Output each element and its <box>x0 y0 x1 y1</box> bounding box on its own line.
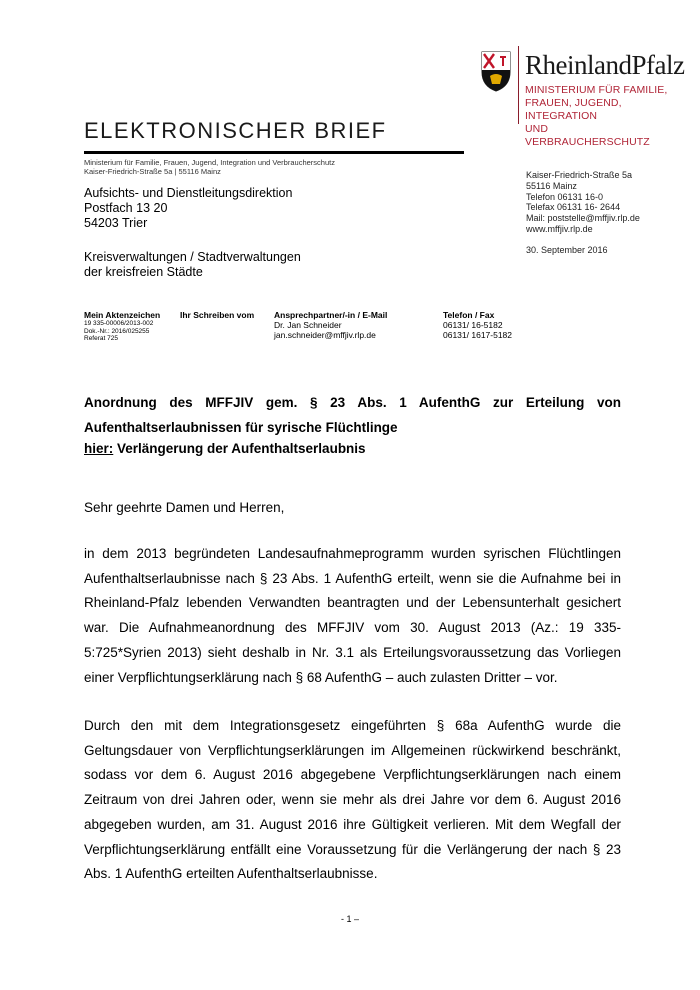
document-type-title: ELEKTRONISCHER BRIEF <box>84 118 387 143</box>
ref-aktenzeichen-label: Mein Aktenzeichen <box>84 310 161 320</box>
subject-hier-line <box>84 441 366 456</box>
contact-phone: Telefon 06131 16-0 <box>526 191 604 202</box>
ref-ansprechpartner <box>274 310 387 340</box>
ref-doc-number: Dok.-Nr.: 2016/025255 <box>84 327 150 335</box>
sender-address-line: Ministerium für Familie, Frauen, Jugend, Integration und Verbraucherschutz Kaiser-Friedrich-Straße 5a | 55116 Mainz <box>84 158 335 176</box>
recipient-group-line: Kreisverwaltungen / Stadtverwaltungen <box>84 250 301 264</box>
letter-subject: Anordnung des MFFJIV gem. § 23 Abs. 1 AufenthG zur Erteilung von Aufenthaltserlaubnissen für syrische Flüchtlinge <box>84 395 621 435</box>
recipient-group <box>84 250 301 280</box>
ministry-name: MINISTERIUM FÜR FAMILIE, FRAUEN, JUGEND, INTEGRATION UND VERBRAUCHERSCHUTZ <box>525 84 668 148</box>
recipient-pobox: Postfach 13 20 <box>84 201 168 215</box>
coat-of-arms-icon <box>478 50 514 92</box>
ref-fax: 06131/ 1617-5182 <box>443 330 513 340</box>
ref-ihr-schreiben-label: Ihr Schreiben vom <box>180 310 255 320</box>
ref-aktenzeichen-value: 19 335-00006/2013-002 <box>84 320 154 327</box>
header-rule <box>84 151 464 154</box>
state-logo <box>478 46 685 148</box>
hier-text: Verlängerung der Aufenthaltserlaubnis <box>113 441 366 456</box>
page-number: - 1 – <box>340 914 359 924</box>
ref-ihr-schreiben <box>180 310 254 320</box>
ref-phone: 06131/ 16-5182 <box>443 320 503 330</box>
contact-city: 55116 Mainz <box>526 180 577 191</box>
ref-contact-email: jan.schneider@mffjiv.rlp.de <box>274 330 376 340</box>
recipient-city: 54203 Trier <box>84 216 148 230</box>
ministry-contact <box>526 170 640 235</box>
ref-telefon-label: Telefon / Fax <box>443 310 495 320</box>
contact-fax: Telefax 06131 16- 2644 <box>526 202 621 213</box>
recipient-group-line: der kreisfreien Städte <box>84 265 203 279</box>
contact-website: www.mffjiv.rlp.de <box>526 223 593 234</box>
contact-street: Kaiser-Friedrich-Straße 5a <box>526 170 633 180</box>
recipient-org: Aufsichts- und Dienstleitungsdirektion <box>84 186 293 200</box>
salutation: Sehr geehrte Damen und Herren, <box>84 500 285 515</box>
ref-contact-name: Dr. Jan Schneider <box>274 320 342 330</box>
body-paragraph: Durch den mit dem Integrationsgesetz eingeführten § 68a AufenthG wurde die Geltungsdauer von Verpflichtungserklärungen im Allgemeinen rückwirkend beschränkt, sodass vor dem 6. August 2016 abgegebene Verpflichtungserklärungen nach einem Zeitraum von drei Jahren oder, wenn sie mehr als drei Jahre vor dem 6. August 2016 abgegeben wurden, am 31. August 2016 ihre Gültigkeit verlieren. Mit dem Wegfall der Verpflichtungserklärung entfällt eine Voraussetzung für die Verlängerung der nach § 23 Abs. 1 AufenthG erteilten Aufenthaltserlaubnisse. <box>84 718 621 882</box>
recipient-address <box>84 186 292 231</box>
logo-divider <box>518 46 519 124</box>
ref-ansprechpartner-label: Ansprechpartner/-in / E-Mail <box>274 310 388 320</box>
body-paragraph: in dem 2013 begründeten Landesaufnahmeprogramm wurden syrischen Flüchtlingen Aufenthaltserlaubnisse nach § 23 Abs. 1 AufenthG erteilt, wenn sie die Aufnahme bei in Rheinland-Pfalz lebenden Verwandten beantragten und der Lebensunterhalt gesichert war. Die Aufnahmeanordnung des MFFJIV vom 30. August 2013 (Az.: 19 335-5:725*Syrien 2013) sieht deshalb in Nr. 3.1 als Erteilungsvoraussetzung das Vorliegen einer Verpflichtungserklärung nach § 68 AufenthG – auch zulasten Dritter – vor. <box>84 546 621 685</box>
ref-telefon <box>443 310 512 340</box>
ref-aktenzeichen <box>84 310 160 343</box>
hier-label: hier: <box>84 441 114 456</box>
letter-date: 30. September 2016 <box>526 245 608 255</box>
brand-wordmark: RheinlandPfalz <box>525 50 685 80</box>
ref-referat: Referat 725 <box>84 335 118 342</box>
contact-email: Mail: poststelle@mffjiv.rlp.de <box>526 213 640 224</box>
